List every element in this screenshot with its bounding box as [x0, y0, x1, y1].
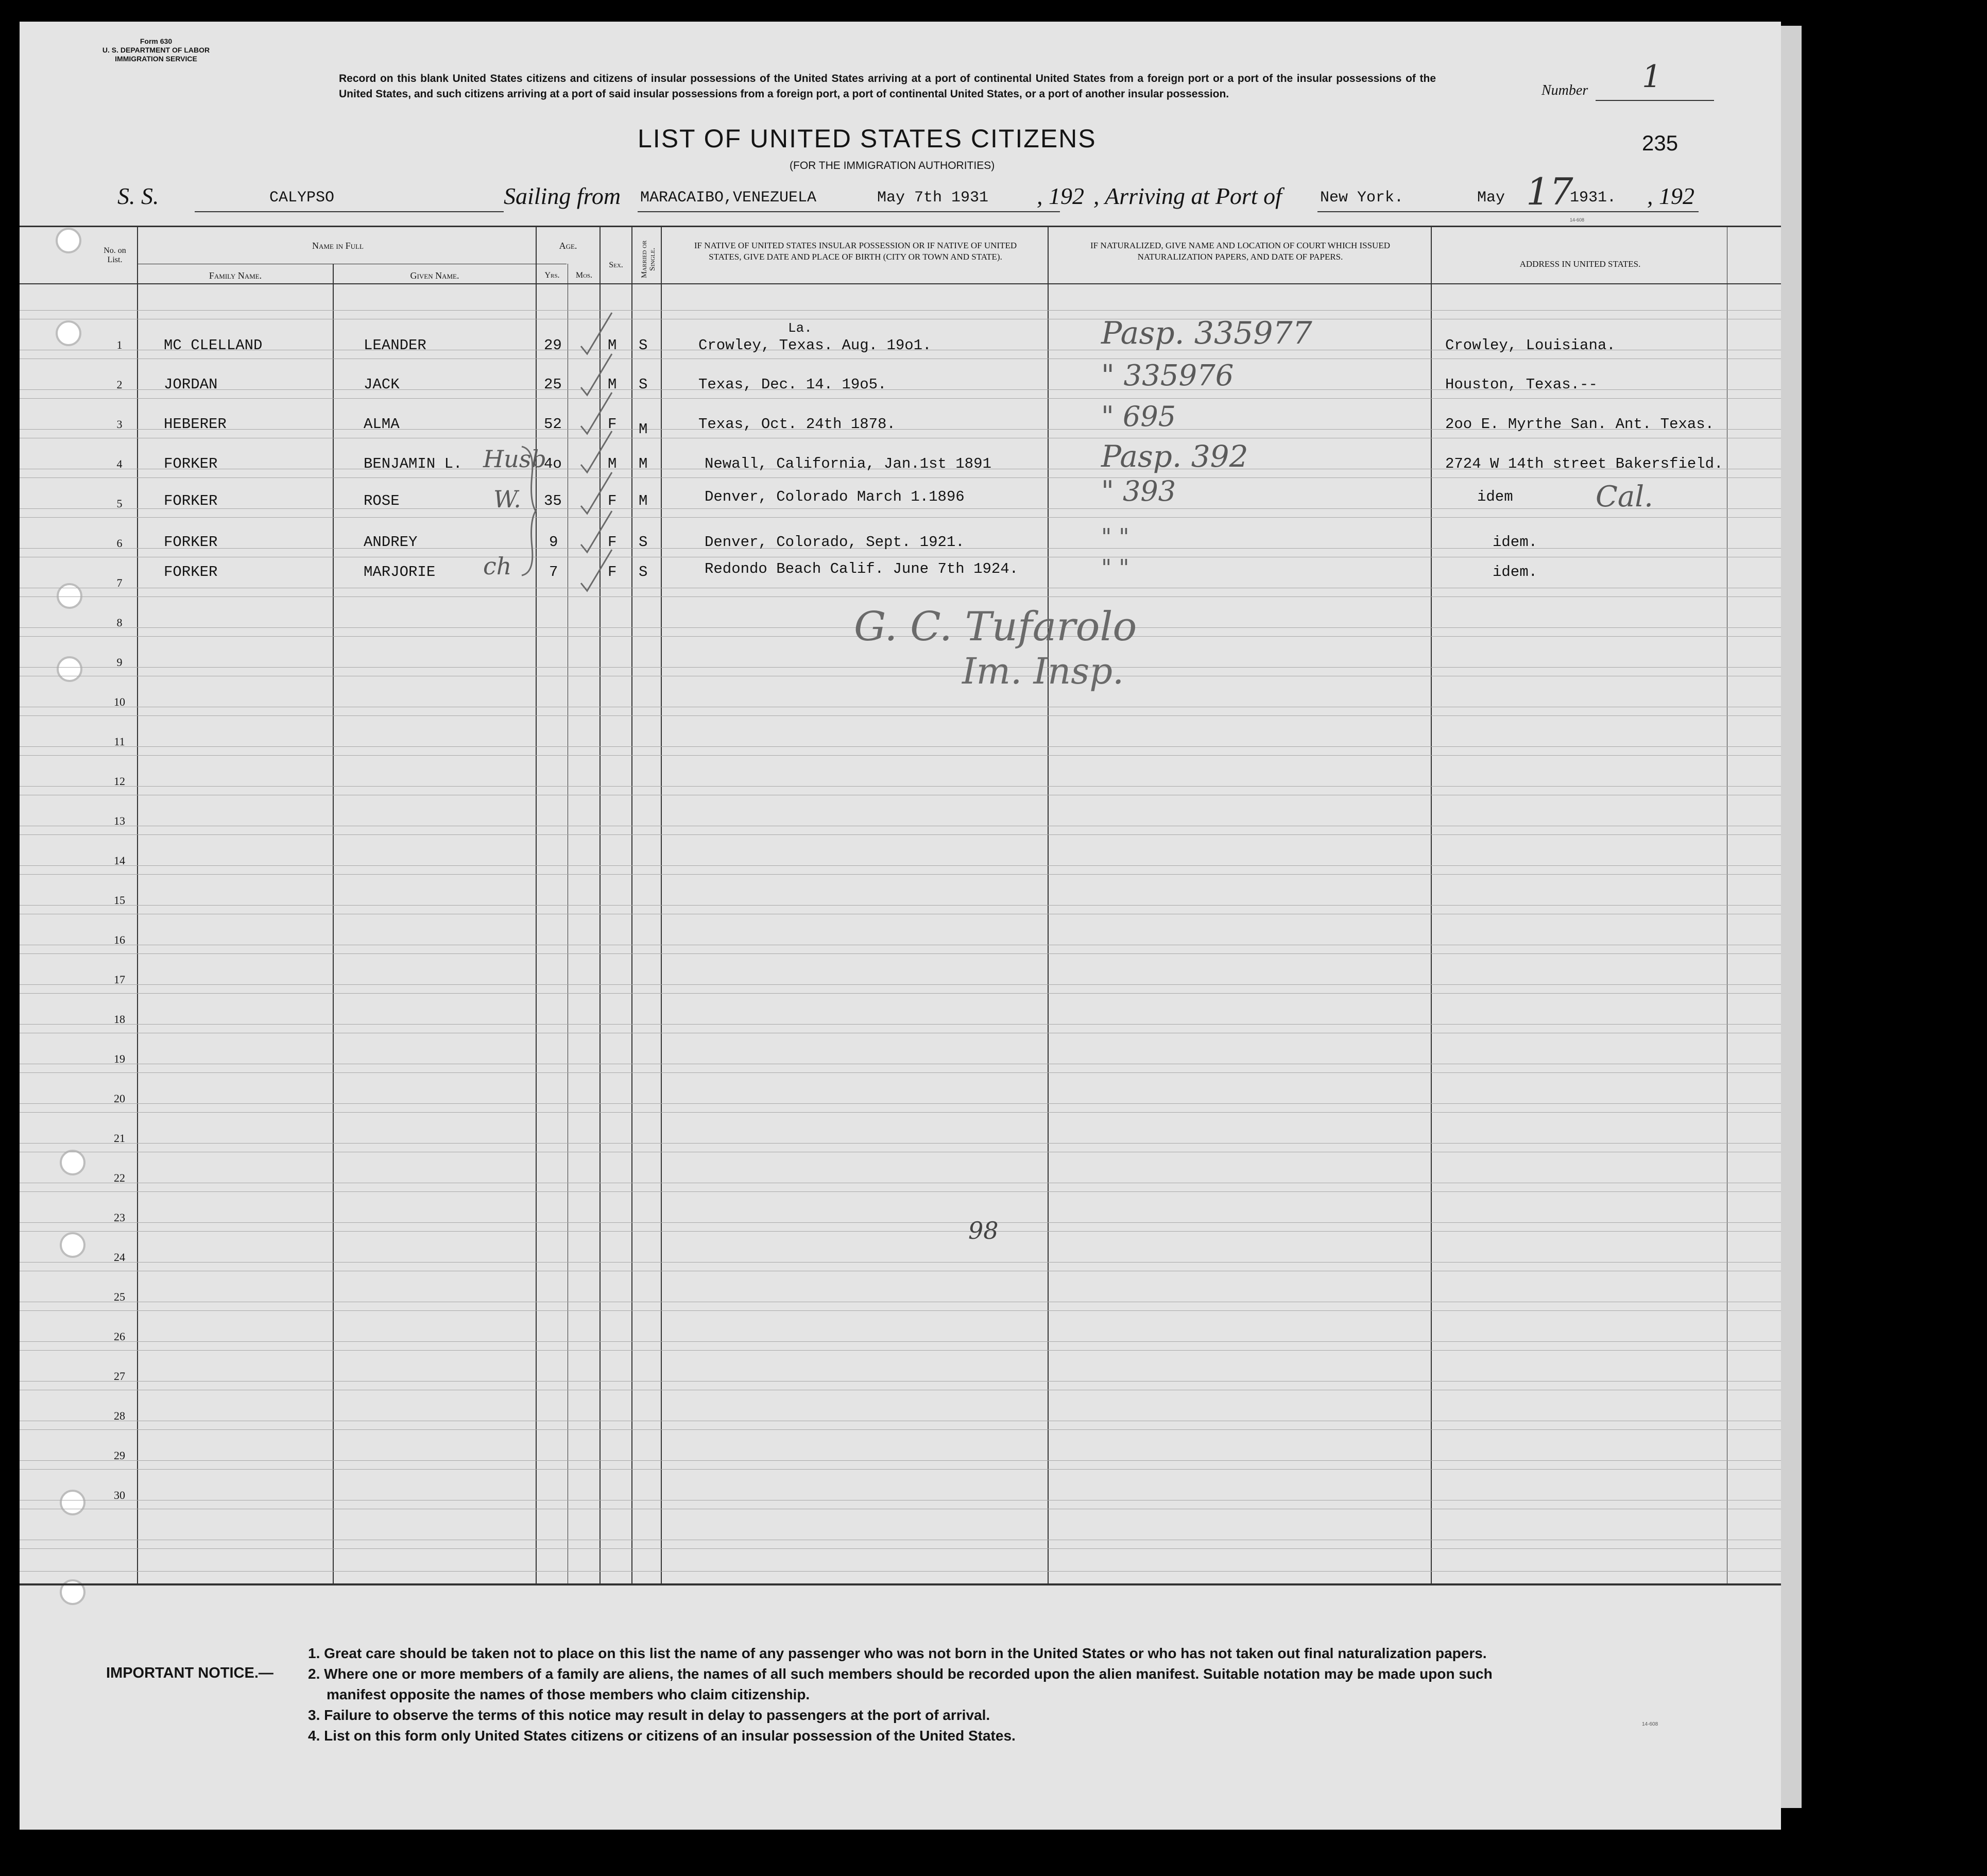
- family-name: MC CLELLAND: [164, 337, 263, 354]
- given-name: ALMA: [364, 416, 400, 433]
- number-value: 1: [1642, 59, 1662, 95]
- age-years: 35: [544, 492, 562, 509]
- age-years: 29: [544, 337, 562, 354]
- row-number: 20: [114, 1092, 125, 1105]
- punch-hole: [56, 228, 81, 253]
- family-name: FORKER: [164, 564, 218, 581]
- relation-note: Husb: [483, 445, 546, 473]
- page-title: LIST OF UNITED STATES CITIZENS: [638, 124, 1097, 153]
- sailing-from-label: Sailing from: [504, 183, 621, 209]
- us-address: 2oo E. Myrthe San. Ant. Texas.: [1445, 416, 1715, 433]
- row-number: 16: [114, 933, 125, 946]
- row-number: 29: [114, 1449, 125, 1462]
- sex: M: [608, 376, 617, 393]
- departure-date: May 7th 1931: [877, 189, 989, 207]
- service-name: IMMIGRATION SERVICE: [115, 55, 197, 63]
- row-number: 24: [114, 1251, 125, 1264]
- us-address: idem.: [1493, 564, 1538, 581]
- row-number: 18: [114, 1013, 125, 1026]
- notice-item: 3. Failure to observe the terms of this notice may result in delay to passengers at the port of arrival.: [308, 1707, 990, 1723]
- birth-place-date: Crowley, Texas. Aug. 19o1.: [698, 337, 932, 354]
- given-name: MARJORIE: [364, 564, 436, 581]
- sex: M: [608, 455, 617, 472]
- manifest-page: [20, 22, 1781, 1830]
- marital-status: S: [639, 534, 648, 551]
- year-suffix: , 192: [1647, 183, 1694, 209]
- relation-note: ch: [483, 552, 512, 580]
- ship-underline: [195, 211, 504, 212]
- paper-edge: [1781, 26, 1802, 1808]
- print-code: 14-608: [1570, 217, 1585, 223]
- header-sex: Sex.: [609, 261, 623, 269]
- sex: F: [608, 534, 617, 551]
- department-name: U. S. DEPARTMENT OF LABOR: [102, 46, 210, 54]
- row-number: 8: [116, 616, 123, 629]
- sex: F: [608, 416, 617, 433]
- punch-hole: [60, 1490, 85, 1515]
- row-number: 30: [114, 1489, 125, 1502]
- birth-correction: La.: [788, 320, 812, 336]
- sex: M: [608, 337, 617, 354]
- table-top-border: [20, 226, 1781, 227]
- row-number: 26: [114, 1330, 125, 1343]
- ss-label: S. S.: [117, 183, 159, 209]
- table-header-bottom: [20, 283, 1781, 284]
- row-number: 14: [114, 854, 125, 867]
- birth-place-date: Redondo Beach Calif. June 7th 1924.: [705, 560, 1019, 577]
- page-number: 235: [1642, 131, 1678, 155]
- birth-place-date: Texas, Dec. 14. 19o5.: [698, 376, 887, 393]
- punch-hole: [57, 583, 82, 609]
- row-number: 17: [114, 973, 125, 986]
- page-subtitle: (FOR THE IMMIGRATION AUTHORITIES): [790, 160, 995, 172]
- header-age: Age.: [559, 241, 577, 251]
- row-number: 21: [114, 1132, 125, 1145]
- notice-heading: IMPORTANT NOTICE.—: [106, 1665, 273, 1681]
- family-name: FORKER: [164, 455, 218, 472]
- notice-item: 2. Where one or more members of a family are aliens, the names of all such members should be recorded upon the alien manifest. Suitable notation may be made upon such: [308, 1666, 1493, 1682]
- header-mos: Mos.: [575, 271, 593, 280]
- row-number: 5: [116, 497, 123, 510]
- punch-hole: [57, 656, 82, 682]
- us-address: Crowley, Louisiana.: [1445, 337, 1616, 354]
- table-bottom-border: [20, 1583, 1781, 1585]
- punch-hole: [60, 1150, 85, 1175]
- birth-place-date: Denver, Colorado, Sept. 1921.: [705, 534, 965, 551]
- punch-hole: [60, 1232, 85, 1258]
- header-family-name: Family Name.: [209, 270, 262, 281]
- birth-place-date: Texas, Oct. 24th 1878.: [698, 416, 896, 433]
- given-name: LEANDER: [364, 337, 426, 354]
- row-number: 10: [114, 695, 125, 708]
- us-address: Houston, Texas.--: [1445, 376, 1598, 393]
- form-instructions: Record on this blank United States citizens and citizens of insular possessions of the United States arriving at a port of continental United States from a foreign port or a port of the insular possessions of the United States, and such citizens arriving at a port of said insular possessions from a foreign port, a port of continental United States, or a port of another insular possession.: [339, 73, 1436, 100]
- arrival-port: New York.: [1320, 189, 1404, 207]
- row-number: 23: [114, 1211, 125, 1224]
- arrival-day: 17: [1526, 170, 1573, 213]
- sex: F: [608, 492, 617, 509]
- family-name: FORKER: [164, 534, 218, 551]
- us-address: idem.: [1493, 534, 1538, 551]
- row-number: 4: [116, 457, 123, 470]
- us-address: idem: [1477, 488, 1513, 505]
- row-number: 9: [116, 656, 123, 669]
- arrival-underline: [1317, 211, 1699, 212]
- row-number: 19: [114, 1052, 125, 1065]
- age-years: 4o: [544, 455, 562, 472]
- row-number: 6: [116, 537, 123, 550]
- ship-name: CALYPSO: [269, 189, 335, 207]
- row-number: 11: [114, 735, 125, 748]
- marital-status: M: [639, 492, 648, 509]
- naturalization-papers: " 393: [1101, 475, 1176, 507]
- given-name: BENJAMIN L.: [364, 455, 463, 472]
- departure-port: MARACAIBO,VENEZUELA: [640, 189, 817, 207]
- naturalization-papers: Pasp. 392: [1101, 439, 1248, 474]
- form-id-block: [92, 37, 220, 63]
- inspector-title: Im. Insp.: [962, 650, 1124, 692]
- given-name: JACK: [364, 376, 400, 393]
- naturalization-papers: Pasp. 335977: [1101, 315, 1312, 351]
- marital-status: M: [639, 455, 648, 472]
- row-number: 28: [114, 1409, 125, 1422]
- stamp-number: 98: [968, 1217, 999, 1244]
- naturalization-papers: " ": [1101, 524, 1129, 550]
- number-underline: [1596, 100, 1714, 101]
- notice-item: 1. Great care should be taken not to place on this list the name of any passenger who was not born in the United States or who has not taken out final naturalization papers.: [308, 1645, 1487, 1661]
- header-no-on-list: No. on List.: [104, 246, 126, 264]
- number-label: Number: [1541, 82, 1588, 98]
- sex: F: [608, 564, 617, 581]
- row-number: 1: [116, 338, 123, 351]
- row-number: 27: [114, 1370, 125, 1383]
- sailing-underline: [638, 211, 1060, 212]
- header-naturalization: IF NATURALIZED, GIVE NAME AND LOCATION OF COURT WHICH ISSUED NATURALIZATION PAPERS, AND DATE OF PAPERS.: [1090, 241, 1390, 262]
- row-number: 7: [116, 576, 123, 589]
- family-name: JORDAN: [164, 376, 218, 393]
- naturalization-papers: " 335976: [1101, 359, 1234, 393]
- header-address: ADDRESS IN UNITED STATES.: [1519, 259, 1641, 269]
- notice-item: manifest opposite the names of those members who claim citizenship.: [327, 1686, 810, 1702]
- given-name: ROSE: [364, 492, 400, 509]
- arrival-year: 1931.: [1570, 189, 1617, 207]
- age-years: 25: [544, 376, 562, 393]
- row-number: 25: [114, 1290, 125, 1303]
- print-code: 14-608: [1642, 1721, 1658, 1727]
- family-name: FORKER: [164, 492, 218, 509]
- header-birth: IF NATIVE OF UNITED STATES INSULAR POSSESSION OR IF NATIVE OF UNITED STATES, GIVE DATE AND PLACE OF BIRTH (CITY OR TOWN AND STATE).: [694, 241, 1017, 262]
- family-bracket: [519, 444, 540, 578]
- marital-status: S: [639, 564, 648, 581]
- naturalization-papers: " 695: [1101, 400, 1176, 433]
- arrival-month: May: [1477, 189, 1505, 207]
- punch-hole: [56, 320, 81, 346]
- header-name-in-full: Name in Full: [312, 241, 364, 251]
- arriving-label: , Arriving at Port of: [1093, 183, 1282, 209]
- marital-status: M: [639, 421, 648, 438]
- notice-item: 4. List on this form only United States citizens or citizens of an insular possession of the United States.: [308, 1728, 1016, 1744]
- address-addendum: Cal.: [1596, 480, 1653, 514]
- us-address: 2724 W 14th street Bakersfield.: [1445, 455, 1723, 472]
- marital-status: S: [639, 376, 648, 393]
- col-divider: [333, 264, 334, 1583]
- row-number: 22: [114, 1171, 125, 1184]
- row-number: 13: [114, 814, 125, 827]
- age-years: 7: [549, 564, 558, 581]
- row-number: 15: [114, 894, 125, 907]
- header-yrs: Yrs.: [544, 271, 560, 280]
- row-number: 3: [116, 418, 123, 431]
- given-name: ANDREY: [364, 534, 418, 551]
- row-number: 12: [114, 775, 125, 788]
- family-name: HEBERER: [164, 416, 227, 433]
- checkmarks: [576, 310, 627, 609]
- year-suffix: , 192: [1037, 183, 1084, 209]
- marital-status: S: [639, 337, 648, 354]
- age-years: 9: [549, 534, 558, 551]
- header-married-or-single: Married or Single.: [640, 240, 657, 278]
- birth-place-date: Newall, California, Jan.1st 1891: [705, 455, 991, 472]
- header-given-name: Given Name.: [410, 270, 459, 281]
- naturalization-papers: " ": [1101, 555, 1129, 581]
- form-number: Form 630: [140, 37, 173, 45]
- inspector-signature: G. C. Tufarolo: [854, 604, 1137, 650]
- birth-place-date: Denver, Colorado March 1.1896: [705, 488, 965, 505]
- row-number: 2: [116, 378, 123, 391]
- age-years: 52: [544, 416, 562, 433]
- relation-note: W.: [493, 485, 521, 513]
